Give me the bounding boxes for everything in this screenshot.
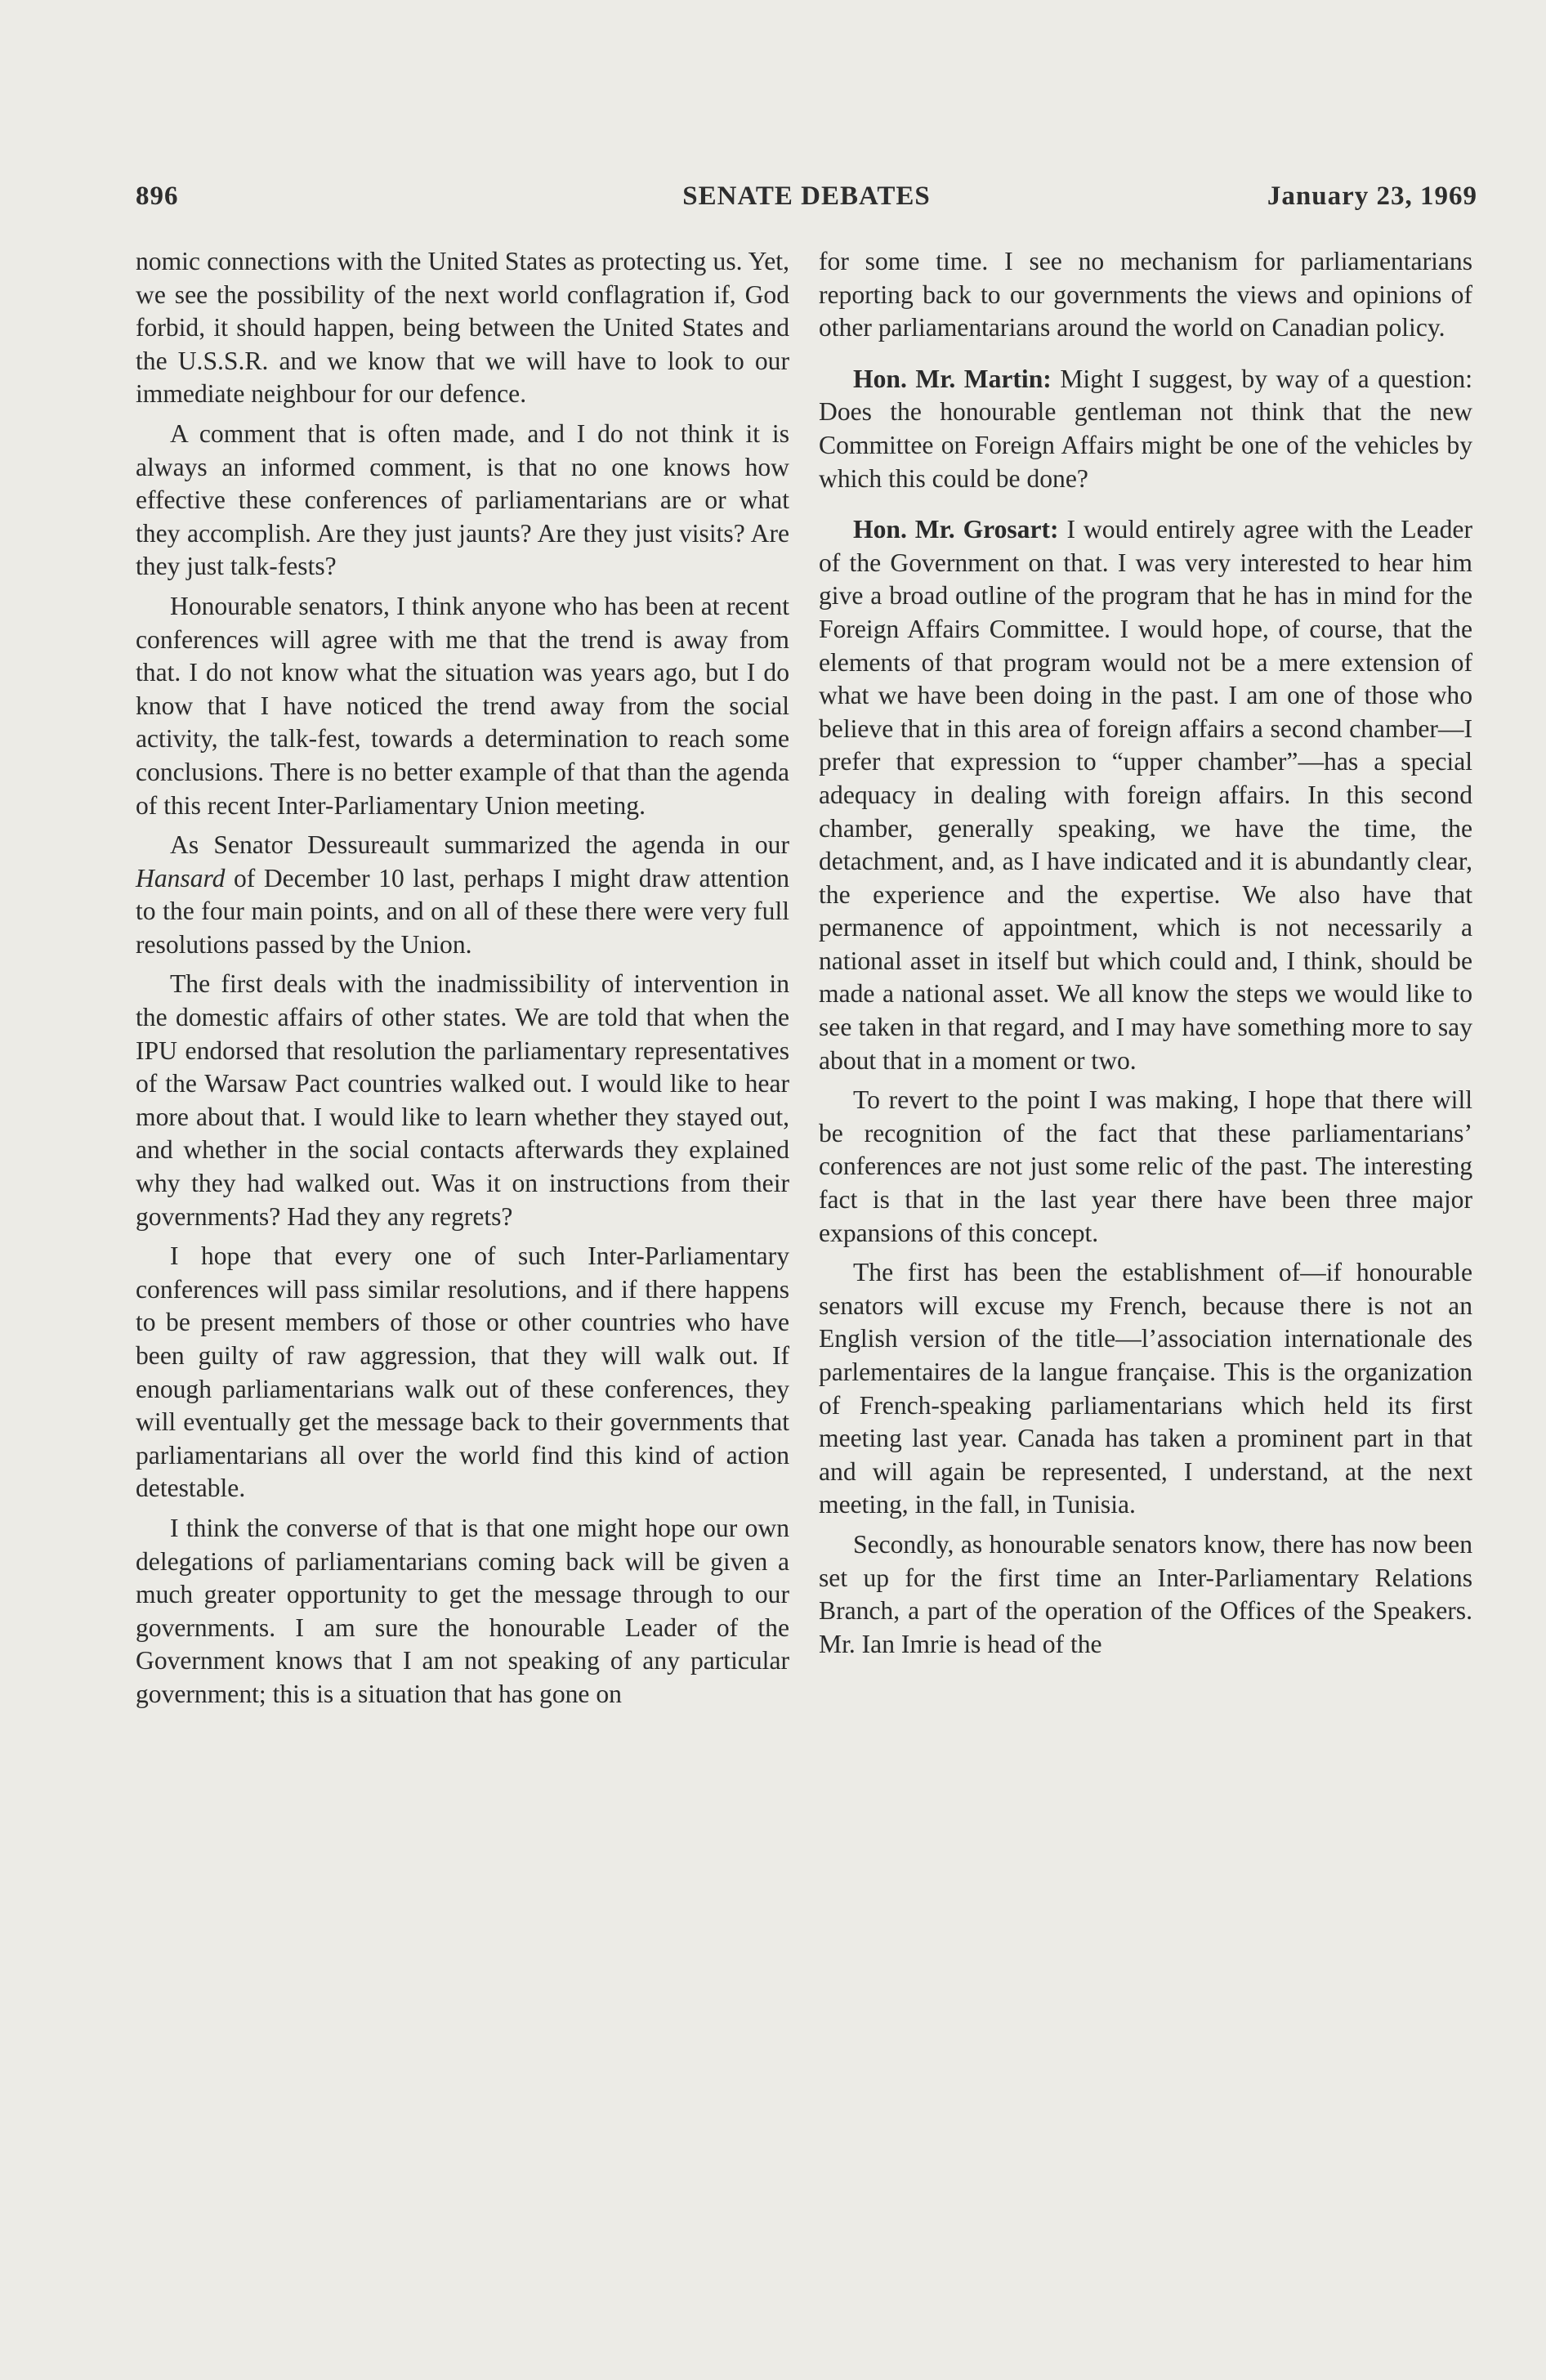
publication-date: January 23, 1969 — [1267, 181, 1477, 211]
paragraph: The first has been the establishment of—if honourable senators will excuse my French, because there is not an English version of the title—l’association internationale des parlementaires de la langue française. This is the organization of French-speaking parliamentarians which held its first meeting last year. Canada has taken a prominent part in that and will again be represented, I understand, at the next meeting, in the fall, in Tunisia. — [819, 1258, 1472, 1519]
paragraph: A comment that is often made, and I do not think it is always an informed comment, is that no one knows how effective these conferences of parliamentarians are or what they accomplish. Are they just jaunts? Are they just visits? Are they just talk-fests? — [136, 418, 789, 581]
paragraph: Secondly, as honourable senators know, there has now been set up for the first time an Inter-Parliamentary Relations Branch, a part of the operation of the Offices of the Speakers. Mr. Ian Imrie is head of the — [819, 1529, 1472, 1658]
speaker-name: Hon. Mr. Grosart: — [853, 515, 1059, 544]
paragraph: I hope that every one of such Inter-Parliamentary conferences will pass similar resolutions, and if there happens to be present members of those or other countries who have been guilty of raw aggression, that they will walk out. If enough parliamentarians walk out of these conferences, they will eventually get the message back to their governments that parliamentarians all over the world find this kind of action detestable. — [136, 1241, 789, 1503]
page-number: 896 — [136, 181, 179, 211]
speech-martin — [819, 363, 1472, 495]
text-run: As Senator Dessureault summarized the agenda in our — [170, 830, 789, 860]
text-run: of December 10 last, perhaps I might draw attention to the four main points, and on all of these there were very full resolutions passed by the Union. — [136, 863, 789, 959]
paragraph: Honourable senators, I think anyone who has been at recent conferences will agree with me that the trend is away from that. I do not know what the situation was years ago, but I do know that I have noticed the trend away from the social activity, the talk-fest, towards a determination to reach some conclusions. There is no better example of that than the agenda of this recent Inter-Parliamentary Union meeting. — [136, 591, 789, 820]
publication-title: SENATE DEBATES — [682, 181, 931, 211]
paragraph: The first deals with the inadmissibility of intervention in the domestic affairs of other states. We are told that when the IPU endorsed that resolution the parliamentary representatives of the Warsaw Pact countries walked out. I would like to hear more about that. I would like to learn whether they stayed out, and whether in the social contacts afterwards they explained why they had walked out. Was it on instructions from their governments? Had they any regrets? — [136, 969, 789, 1231]
paragraph: nomic connections with the United States as protecting us. Yet, we see the possibility of the next world conflagration if, God forbid, it should happen, being between the United States and the U.S.S.R. and we know that we will have to look to our immediate neighbour for our defence. — [136, 247, 789, 409]
left-column — [136, 245, 789, 1718]
speech-text: Might I suggest, by way of a question: Does the honourable gentleman not think that the new Committee on Foreign Affairs might be one of the vehicles by which this could be done? — [819, 364, 1472, 493]
paragraph: I think the converse of that is that one might hope our own delegations of parliamentarians coming back will be given a much greater opportunity to get the message through to our governments. I am sure the honourable Leader of the Government knows that I am not speaking of any particular government; this is a situation that has gone on — [136, 1513, 789, 1708]
paragraph — [136, 829, 789, 961]
paragraph: To revert to the point I was making, I hope that there will be recognition of the fact that these parliamentarians’ conferences are not just some relic of the past. The interesting fact is that in the last year there have been three major expansions of this concept. — [819, 1085, 1472, 1247]
right-column — [819, 245, 1472, 1667]
paragraph: for some time. I see no mechanism for parliamentarians reporting back to our governments the views and opinions of other parliamentarians around the world on Canadian policy. — [819, 247, 1472, 342]
hansard-italic: Hansard — [136, 863, 226, 892]
speech-grosart — [819, 513, 1472, 1077]
speech-text: I would entirely agree with the Leader of the Government on that. I was very interested to hear him give a broad outline of the program that he has in mind for the Foreign Affairs Committee. I would hope, of course, that the elements of that program would not be a mere extension of what we have been doing in the past. I am one of those who believe that in this area of foreign affairs a second chamber—I prefer that expression to “upper chamber”—has a special adequacy in dealing with foreign affairs. In this second chamber, generally speaking, we have the time, the detachment, and, as I have indicated and it is abundantly clear, the experience and the expertise. We also have that permanence of appointment, which is not necessarily a national asset in itself but which could and, I think, should be made a national asset. We all know the steps we would like to see taken in that regard, and I may have something more to say about that in a moment or two. — [819, 515, 1472, 1075]
speaker-name: Hon. Mr. Martin: — [853, 364, 1052, 393]
page-header — [136, 181, 1477, 221]
